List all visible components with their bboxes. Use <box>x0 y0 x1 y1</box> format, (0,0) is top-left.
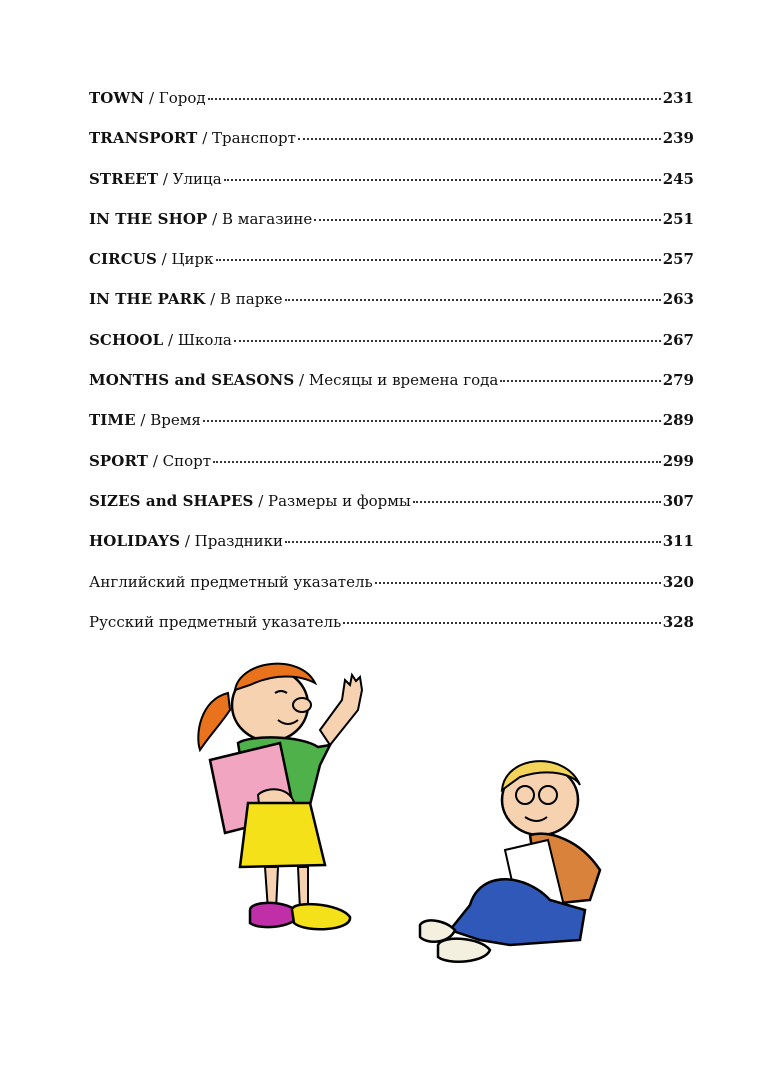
toc-leader-dots <box>413 486 661 503</box>
boy-figure <box>420 761 600 962</box>
toc-entry-title <box>89 612 342 631</box>
toc-page-number: 320 <box>662 572 694 591</box>
toc-entry-separator: / <box>144 89 159 107</box>
toc-entry-separator: / <box>156 250 172 269</box>
toc-leader-dots <box>213 446 661 463</box>
toc-entry-english: STREET <box>89 169 159 188</box>
table-of-contents <box>89 86 694 650</box>
toc-entry-english: HOLIDAYS <box>89 532 181 551</box>
toc-leader-dots <box>314 204 660 221</box>
toc-entry-title <box>89 330 232 349</box>
toc-entry-english: SCHOOL <box>89 330 164 349</box>
toc-entry-separator: / <box>207 209 222 228</box>
toc-entry-english: TOWN <box>89 89 145 107</box>
toc-leader-dots <box>234 325 661 342</box>
toc-entry-english: IN THE SHOP <box>89 209 208 228</box>
toc-entry <box>89 368 694 408</box>
toc-entry-english: IN THE PARK <box>89 290 206 309</box>
toc-entry <box>89 570 694 610</box>
toc-page-number: 299 <box>662 451 694 470</box>
toc-entry-separator: / <box>205 290 220 309</box>
toc-leader-dots <box>298 123 661 140</box>
toc-entry-english: TIME <box>89 411 136 430</box>
toc-entry-title <box>89 169 222 188</box>
toc-page-number: 289 <box>662 411 694 430</box>
toc-page-number: 279 <box>662 371 694 390</box>
toc-entry-title <box>89 373 498 388</box>
toc-entry-separator: / <box>180 532 195 551</box>
toc-entry-separator: / <box>294 371 309 390</box>
toc-entry-russian: В парке <box>219 290 283 309</box>
toc-entry-russian: Город <box>158 89 206 107</box>
toc-entry-russian: Праздники <box>194 532 284 551</box>
toc-page-number: 251 <box>662 209 694 228</box>
toc-page-number: 267 <box>662 330 694 349</box>
toc-entry-title <box>89 91 206 106</box>
toc-entry-title <box>89 209 313 228</box>
toc-entry-english: CIRCUS <box>89 250 157 269</box>
toc-entry-russian: Школа <box>177 330 232 349</box>
toc-leader-dots <box>285 284 661 301</box>
toc-entry-title <box>89 451 212 470</box>
toc-leader-dots <box>224 164 661 181</box>
toc-entry-russian: В магазине <box>221 209 313 228</box>
toc-entry-title <box>89 252 214 267</box>
toc-entry-english: TRANSPORT <box>89 129 198 148</box>
children-illustration <box>180 655 620 985</box>
toc-entry-separator: / <box>135 411 151 430</box>
toc-entry <box>89 529 694 569</box>
toc-entry <box>89 126 694 166</box>
toc-leader-dots <box>203 405 661 422</box>
toc-page-number: 231 <box>662 89 694 107</box>
toc-entry-separator: / <box>163 330 178 349</box>
toc-entry <box>89 408 694 448</box>
toc-entry <box>89 287 694 327</box>
toc-entry-russian: Размеры и формы <box>268 491 411 510</box>
toc-page-number: 311 <box>662 532 694 551</box>
toc-leader-dots <box>208 83 661 100</box>
girl-figure <box>198 664 362 930</box>
toc-leader-dots <box>216 244 661 261</box>
toc-entry-separator: / <box>158 169 173 188</box>
toc-entry-russian: Время <box>150 411 201 430</box>
toc-entry-title <box>89 413 201 428</box>
toc-entry-title <box>89 534 283 549</box>
toc-entry-russian: Месяцы и времена года <box>308 371 499 390</box>
toc-entry-english: SPORT <box>89 451 149 470</box>
toc-leader-dots <box>375 567 661 584</box>
toc-entry-english: SIZES and SHAPES <box>89 491 254 510</box>
toc-entry <box>89 247 694 287</box>
toc-entry <box>89 86 694 126</box>
toc-entry <box>89 328 694 368</box>
toc-entry <box>89 489 694 529</box>
toc-entry <box>89 167 694 207</box>
toc-page-number: 245 <box>662 169 694 188</box>
toc-page-number: 307 <box>662 491 694 510</box>
toc-entry-title <box>89 292 283 307</box>
toc-leader-dots <box>343 607 660 624</box>
toc-entry <box>89 207 694 247</box>
toc-entry-separator: / <box>253 491 269 510</box>
toc-leader-dots <box>285 526 661 543</box>
toc-entry <box>89 610 694 650</box>
toc-leader-dots <box>500 365 660 382</box>
toc-entry-english: MONTHS and SEASONS <box>89 371 295 390</box>
toc-page-number: 328 <box>662 612 694 631</box>
toc-entry-russian: Цирк <box>171 250 214 269</box>
toc-entry-title <box>89 491 411 510</box>
toc-page-number: 239 <box>662 129 694 148</box>
toc-entry-russian: Русский предметный указатель <box>89 612 342 631</box>
toc-entry-russian: Улица <box>172 169 222 188</box>
toc-entry <box>89 449 694 489</box>
toc-page-number: 257 <box>662 250 694 269</box>
toc-entry-separator: / <box>197 129 213 148</box>
toc-entry-separator: / <box>148 451 163 470</box>
toc-entry-title <box>89 131 296 146</box>
toc-page-number: 263 <box>662 290 694 309</box>
toc-entry-title <box>89 572 373 591</box>
toc-entry-russian: Транспорт <box>212 129 296 148</box>
toc-entry-russian: Спорт <box>162 451 212 470</box>
toc-entry-russian: Английский предметный указатель <box>89 572 373 591</box>
